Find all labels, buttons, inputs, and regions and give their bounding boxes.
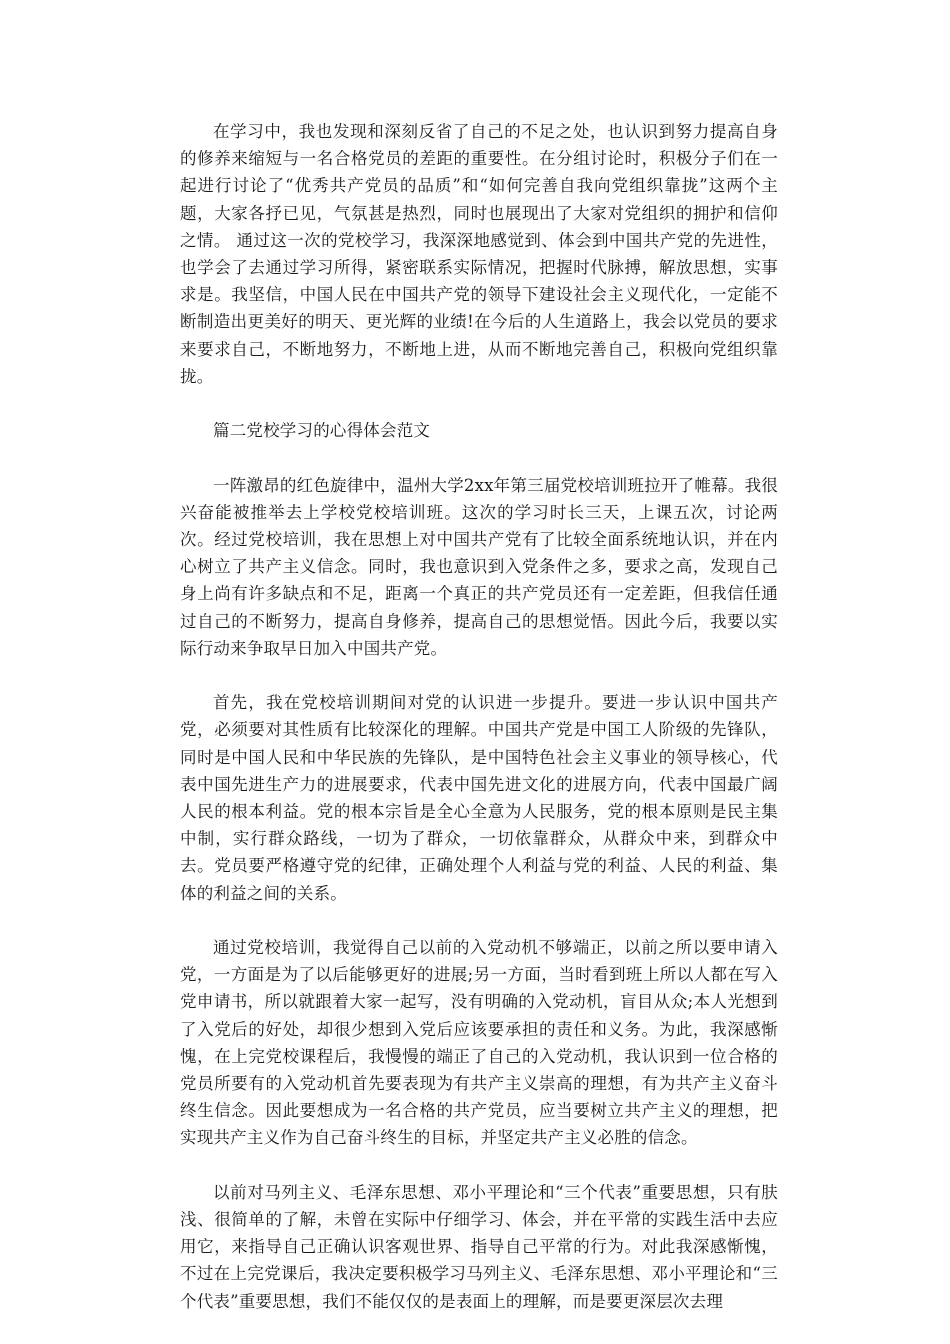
paragraph-intro: 一阵激昂的红色旋律中，温州大学2xx年第三届党校培训班拉开了帷幕。我很兴奋能被推举去上学校党校培训班。这次的学习时长三天，上课五次，讨论两次。经过党校培训，我在思想上对中国共产党有了比较全面系统地认识，并在内心树立了共产主义信念。同时，我也意识到入党条件之多，要求之高，发现自己身上尚有许多缺点和不足，距离一个真正的共产党员还有一定差距，但我信任通过自己的不断努力，提高自身修养，提高自己的思想觉悟。因此今后，我要以实际行动来争取早日加入中国共产党。 <box>180 475 778 658</box>
paragraph-theory-study: 以前对马列主义、毛泽东思想、邓小平理论和“三个代表”重要思想，只有肤浅、很简单的了解，未曾在实际中仔细学习、体会，并在平常的实践生活中去应用它，来指导自己正确认识客观世界、指导自己平常的行为。对此我深感惭愧，不过在上完党课后，我决定要积极学习马列主义、毛泽东思想、邓小平理论和“三个代表”重要思想，我们不能仅仅的是表面上的理解，而是要更深层次去理 <box>180 1182 778 1311</box>
paragraph-motivation: 通过党校培训，我觉得自己以前的入党动机不够端正，以前之所以要申请入党，一方面是为了以后能够更好的进展;另一方面，当时看到班上所以人都在写入党申请书，所以就跟着大家一起写，没有明确的入党动机，盲目从众;本人光想到了入党后的好处，却很少想到入党后应该要承担的责任和义务。为此，我深感惭愧，在上完党校课程后，我慢慢的端正了自己的入党动机，我认识到一位合格的党员所要有的入党动机首先要表现为有共产主义崇高的理想，有为共产主义奋斗终生信念。因此要想成为一名合格的共产党员，应当要树立共产主义的理想，把实现共产主义作为自己奋斗终生的目标，并坚定共产主义必胜的信念。 <box>180 938 778 1148</box>
paragraph-party-understanding: 首先，我在党校培训期间对党的认识进一步提升。要进一步认识中国共产党，必须要对其性质有比较深化的理解。中国共产党是中国工人阶级的先锋队，同时是中国人民和中华民族的先锋队，是中国特色社会主义事业的领导核心，代表中国先进生产力的进展要求，代表中国先进文化的进展方向，代表中国最广阔人民的根本利益。党的根本宗旨是全心全意为人民服务，党的根本原则是民主集中制，实行群众路线，一切为了群众，一切依靠群众，从群众中来，到群众中去。党员要严格遵守党的纪律，正确处理个人利益与党的利益、人民的利益、集体的利益之间的关系。 <box>180 693 778 903</box>
section-heading: 篇二党校学习的心得体会范文 <box>213 421 431 441</box>
document-body <box>180 118 778 1342</box>
paragraph-reflection: 在学习中，我也发现和深刻反省了自己的不足之处，也认识到努力提高自身的修养来缩短与一名合格党员的差距的重要性。在分组讨论时，积极分子们在一起进行讨论了“优秀共产党员的品质”和“如何完善自我向党组织靠拢”这两个主题，大家各抒已见，气氛甚是热烈，同时也展现出了大家对党组织的拥护和信仰之情。 通过这一次的党校学习，我深深地感觉到、体会到中国共产党的先进性，也学会了去通过学习所得，紧密联系实际情况，把握时代脉搏，解放思想，实事求是。我坚信，中国人民在中国共产党的领导下建设社会主义现代化，一定能不断制造出更美好的明天、更光辉的业绩!在今后的人生道路上，我会以党员的要求来要求自己，不断地努力，不断地上进，从而不断地完善自己，积极向党组织靠拢。 <box>180 122 778 386</box>
